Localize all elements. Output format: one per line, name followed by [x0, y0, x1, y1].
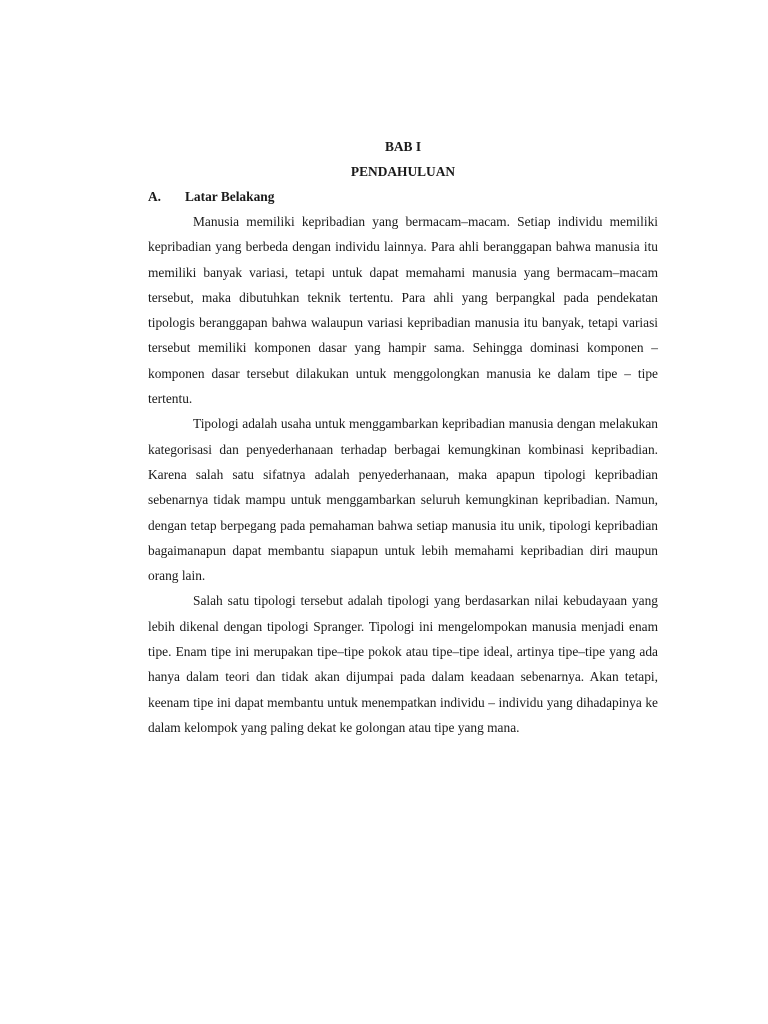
- section-heading: [148, 184, 658, 209]
- page-content: [148, 134, 658, 740]
- chapter-number: BAB I: [384, 139, 422, 154]
- chapter-title: PENDAHULUAN: [350, 164, 456, 179]
- section-title: Latar Belakang: [185, 189, 275, 204]
- paragraph-1: Manusia memiliki kepribadian yang bermacam–macam. Setiap individu memiliki kepribadian yang berbeda dengan individu lainnya. Para ahli beranggapan bahwa manusia itu memiliki banyak variasi, tetapi untuk dapat memahami manusia yang bermacam–macam tersebut, maka dibutuhkan teknik tertentu. Para ahli yang berpangkal pada pendekatan tipologis beranggapan bahwa walaupun variasi kepribadian manusia itu banyak, tetapi variasi tersebut memiliki komponen dasar yang hampir sama. Sehingga dominasi komponen – komponen dasar tersebut dilakukan untuk menggolongkan manusia ke dalam tipe – tipe tertentu.: [148, 214, 658, 407]
- paragraph-2: Tipologi adalah usaha untuk menggambarkan kepribadian manusia dengan melakukan kategorisasi dan penyederhanaan terhadap berbagai kemungkinan kombinasi kepribadian. Karena salah satu sifatnya adalah penyederhanaan, maka apapun tipologi kepribadian sebenarnya tidak mampu untuk menggambarkan seluruh kemungkinan kepribadian. Namun, dengan tetap berpegang pada pemahaman bahwa setiap manusia itu unik, tipologi kepribadian bagaimanapun dapat membantu siapapun untuk lebih memahami kepribadian diri maupun orang lain.: [148, 416, 658, 584]
- paragraph-3: Salah satu tipologi tersebut adalah tipologi yang berdasarkan nilai kebudayaan yang lebih dikenal dengan tipologi Spranger. Tipologi ini mengelompokan manusia menjadi enam tipe. Enam tipe ini merupakan tipe–tipe pokok atau tipe–tipe ideal, artinya tipe–tipe yang ada hanya dalam teori dan tidak akan dijumpai pada dalam keadaan sebenarnya. Akan tetapi, keenam tipe ini dapat membantu untuk menempatkan individu – individu yang dihadapinya ke dalam kelompok yang paling dekat ke golongan atau tipe yang mana.: [148, 593, 658, 735]
- section-letter: A.: [148, 189, 162, 204]
